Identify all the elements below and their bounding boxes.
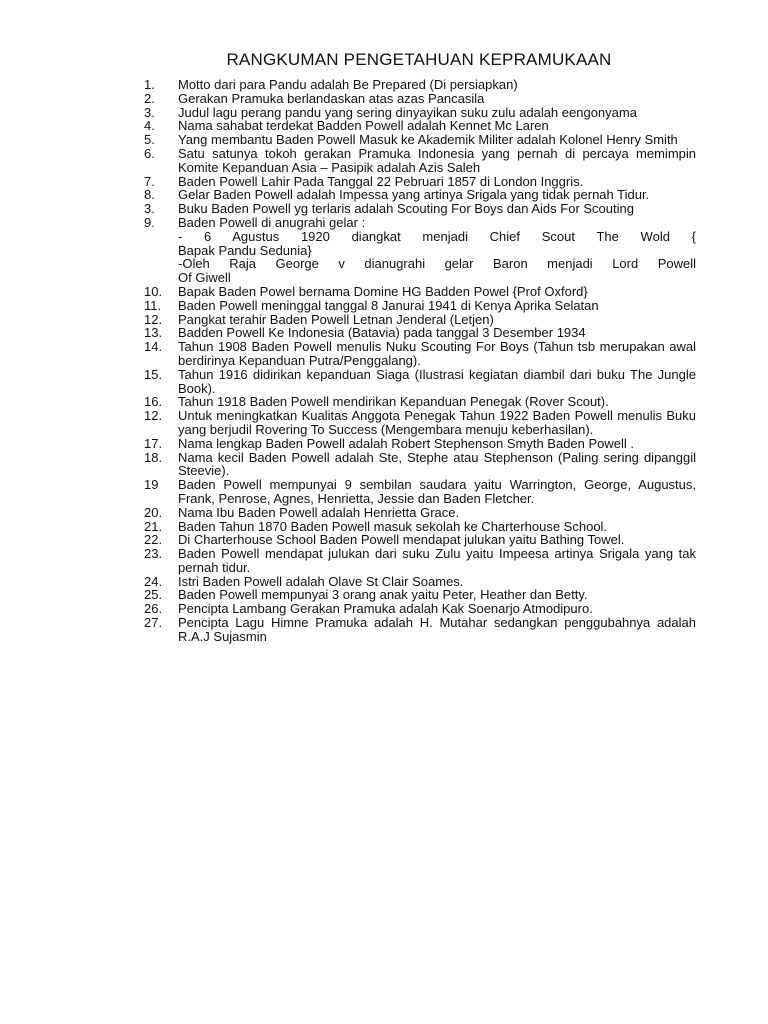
item-number: 24.	[144, 573, 163, 589]
item-number: 4.	[144, 118, 155, 134]
item-number: 12.	[144, 408, 163, 424]
list-item	[144, 313, 696, 327]
item-text: Gerakan Pramuka berlandaskan atas azas Pancasila	[178, 90, 485, 106]
list-item	[144, 202, 696, 216]
item-text: Baden Tahun 1870 Baden Powell masuk sekolah ke Charterhouse School.	[178, 518, 608, 534]
item-text: Nama kecil Baden Powell adalah Ste, Stephe atau Stephenson (Paling sering dipanggil Steevie).	[178, 449, 696, 479]
item-number: 23.	[144, 546, 163, 562]
item-number: 25.	[144, 587, 163, 603]
summary-list	[144, 78, 696, 644]
item-text: Baden Powell mempunyai 3 orang anak yaitu Peter, Heather dan Betty.	[178, 587, 588, 603]
item-text: Badden Powell Ke Indonesia (Batavia) pada tanggal 3 Desember 1934	[178, 325, 586, 341]
item-number: 9.	[144, 214, 155, 230]
item-subline: -Oleh Raja George v dianugrahi gelar Baron menjadi Lord Powell	[178, 256, 696, 272]
list-item	[144, 520, 696, 534]
list-item	[144, 147, 696, 175]
item-text: Nama Ibu Baden Powell adalah Henrietta Grace.	[178, 504, 460, 520]
item-text: Baden Powell meninggal tanggal 8 Janurai 1941 di Kenya Aprika Selatan	[178, 297, 599, 313]
item-number: 5.	[144, 132, 155, 148]
list-item	[144, 78, 696, 92]
list-item	[144, 602, 696, 616]
list-item	[144, 437, 696, 451]
list-item	[144, 216, 696, 230]
list-item	[144, 285, 696, 299]
list-item	[144, 257, 696, 271]
list-item	[144, 533, 696, 547]
item-text: Baden Powell Lahir Pada Tanggal 22 Pebruari 1857 di London Inggris.	[178, 173, 584, 189]
item-number: 18.	[144, 449, 163, 465]
item-number: 1.	[144, 77, 155, 92]
item-text: Yang membantu Baden Powell Masuk ke Akademik Militer adalah Kolonel Henry Smith	[178, 132, 678, 148]
item-number: 19	[144, 477, 159, 493]
item-text: Nama sahabat terdekat Badden Powell adalah Kennet Mc Laren	[178, 118, 549, 134]
item-text: Satu satunya tokoh gerakan Pramuka Indonesia yang pernah di percaya memimpin Komite Kepanduan Asia – Pasipik adalah Azis Saleh	[178, 145, 696, 175]
list-item	[144, 299, 696, 313]
item-text: Bapak Baden Powel bernama Domine HG Badden Powel {Prof Oxford}	[178, 283, 588, 299]
item-text: Motto dari para Pandu adalah Be Prepared (Di persiapkan)	[178, 77, 518, 92]
item-number: 16.	[144, 394, 163, 410]
list-item	[144, 244, 696, 258]
item-number: 15.	[144, 366, 163, 382]
item-number: 13.	[144, 325, 163, 341]
list-item	[144, 326, 696, 340]
item-number: 17.	[144, 435, 163, 451]
list-item	[144, 547, 696, 575]
item-number: 21.	[144, 518, 163, 534]
list-item	[144, 188, 696, 202]
list-item	[144, 119, 696, 133]
item-text: Pangkat terahir Baden Powell Letnan Jenderal (Letjen)	[178, 311, 494, 327]
item-number: 3.	[144, 104, 155, 120]
document-title: RANGKUMAN PENGETAHUAN KEPRAMUKAAN	[226, 50, 612, 69]
item-text: Baden Powell di anugrahi gelar :	[178, 214, 366, 230]
item-number: 6.	[144, 145, 155, 161]
item-text: Nama lengkap Baden Powell adalah Robert Stephenson Smyth Baden Powell .	[178, 435, 635, 451]
item-number: 26.	[144, 601, 163, 617]
list-item	[144, 133, 696, 147]
item-text: Pencipta Lagu Himne Pramuka adalah H. Mutahar sedangkan penggubahnya adalah R.A.J Sujasmin	[178, 615, 696, 644]
item-number: 2.	[144, 90, 155, 106]
list-item	[144, 106, 696, 120]
list-item	[144, 575, 696, 589]
item-text: Gelar Baden Powell adalah Impessa yang artinya Srigala yang tidak pernah Tidur.	[178, 187, 650, 203]
list-item	[144, 451, 696, 479]
list-item	[144, 506, 696, 520]
item-number: 20.	[144, 504, 163, 520]
item-subline: Of Giwell	[178, 270, 231, 286]
item-text: Judul lagu perang pandu yang sering dinyayikan suku zulu adalah eengonyama	[178, 104, 637, 120]
item-number: 10.	[144, 283, 163, 299]
list-item	[144, 616, 696, 644]
item-text: Tahun 1916 didirikan kepanduan Siaga (Ilustrasi kegiatan diambil dari buku The Jungle Book).	[178, 366, 696, 396]
item-number: 14.	[144, 339, 163, 355]
list-item	[144, 478, 696, 506]
item-text: Baden Powell mempunyai 9 sembilan saudara yaitu Warrington, George, Augustus, Frank, Penrose, Agnes, Henrietta, Jessie dan Baden Fletcher.	[178, 477, 696, 506]
item-number: 22.	[144, 532, 163, 548]
item-text: Tahun 1908 Baden Powell menulis Nuku Scouting For Boys (Tahun tsb merupakan awal berdirinya Kepanduan Putra/Penggalang).	[178, 339, 696, 368]
list-item	[144, 588, 696, 602]
list-item	[144, 175, 696, 189]
item-subline: Bapak Pandu Sedunia}	[178, 242, 312, 258]
item-number: 3.	[144, 201, 155, 217]
item-text: Pencipta Lambang Gerakan Pramuka adalah Kak Soenarjo Atmodipuro.	[178, 601, 593, 617]
list-item	[144, 230, 696, 244]
item-number: 7.	[144, 173, 155, 189]
item-text: Tahun 1918 Baden Powell mendirikan Kepanduan Penegak (Rover Scout).	[178, 394, 609, 410]
item-number: 27.	[144, 615, 163, 631]
item-text: Di Charterhouse School Baden Powell mendapat julukan yaitu Bathing Towel.	[178, 532, 625, 548]
item-text: Istri Baden Powell adalah Olave St Clair Soames.	[178, 573, 464, 589]
item-number: 8.	[144, 187, 155, 203]
item-text: Baden Powell mendapat julukan dari suku Zulu yaitu Impeesa artinya Srigala yang tak pernah tidur.	[178, 546, 696, 575]
item-subline: - 6 Agustus 1920 diangkat menjadi Chief Scout The Wold {	[178, 228, 696, 244]
item-number: 11.	[144, 297, 162, 313]
list-item	[144, 368, 696, 396]
item-text: Buku Baden Powell yg terlaris adalah Scouting For Boys dan Aids For Scouting	[178, 201, 634, 217]
list-item	[144, 340, 696, 368]
list-item	[144, 409, 696, 437]
item-text: Untuk meningkatkan Kualitas Anggota Penegak Tahun 1922 Baden Powell menulis Buku yang berjudil Rovering To Success (Mengembara menuju keberhasilan).	[178, 408, 696, 437]
list-item	[144, 395, 696, 409]
item-number: 12.	[144, 311, 163, 327]
list-item	[144, 92, 696, 106]
list-item	[144, 271, 696, 285]
